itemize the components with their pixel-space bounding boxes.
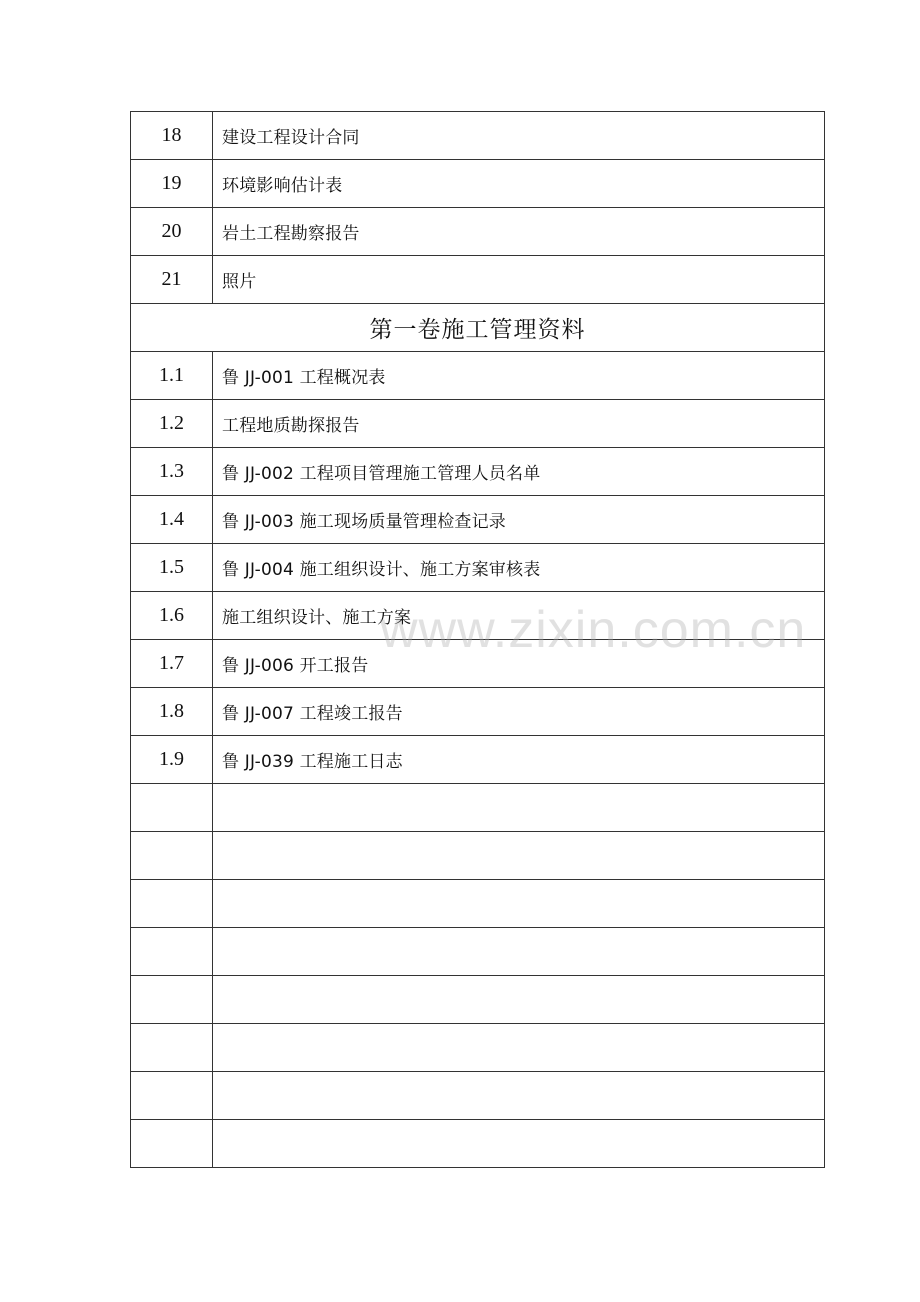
- empty-row: [131, 784, 825, 832]
- row-number: 18: [131, 112, 213, 160]
- file-index-table: [130, 111, 825, 1168]
- empty-cell: [131, 880, 213, 928]
- empty-cell: [131, 784, 213, 832]
- row-number: 1.8: [131, 688, 213, 736]
- table-row: [131, 496, 825, 544]
- table-row: [131, 736, 825, 784]
- table-row: [131, 208, 825, 256]
- row-title: 鲁 JJ-006 开工报告: [213, 640, 825, 688]
- section-header-row: [131, 304, 825, 352]
- empty-row: [131, 1024, 825, 1072]
- table-row: [131, 448, 825, 496]
- empty-cell: [213, 880, 825, 928]
- row-title: 鲁 JJ-002 工程项目管理施工管理人员名单: [213, 448, 825, 496]
- empty-cell: [131, 832, 213, 880]
- row-title: 施工组织设计、施工方案: [213, 592, 825, 640]
- row-number: 20: [131, 208, 213, 256]
- row-number: 21: [131, 256, 213, 304]
- empty-cell: [213, 1024, 825, 1072]
- empty-cell: [213, 928, 825, 976]
- empty-row: [131, 880, 825, 928]
- table-row: [131, 400, 825, 448]
- empty-row: [131, 1072, 825, 1120]
- row-title: 鲁 JJ-001 工程概况表: [213, 352, 825, 400]
- table-row: [131, 256, 825, 304]
- row-title: 鲁 JJ-003 施工现场质量管理检查记录: [213, 496, 825, 544]
- table-row: [131, 592, 825, 640]
- table-row: [131, 688, 825, 736]
- empty-row: [131, 976, 825, 1024]
- row-title: 鲁 JJ-004 施工组织设计、施工方案审核表: [213, 544, 825, 592]
- empty-cell: [213, 1120, 825, 1168]
- row-title: 岩土工程勘察报告: [213, 208, 825, 256]
- table-row: [131, 352, 825, 400]
- empty-cell: [131, 1072, 213, 1120]
- row-title: 环境影响估计表: [213, 160, 825, 208]
- empty-cell: [213, 784, 825, 832]
- watermark-text: www.zixin.com.cn: [380, 601, 807, 659]
- row-title: 工程地质勘探报告: [213, 400, 825, 448]
- empty-row: [131, 1120, 825, 1168]
- row-number: 1.3: [131, 448, 213, 496]
- empty-cell: [131, 928, 213, 976]
- row-title: 照片: [213, 256, 825, 304]
- empty-cell: [213, 976, 825, 1024]
- row-number: 1.7: [131, 640, 213, 688]
- empty-cell: [131, 1024, 213, 1072]
- row-number: 1.2: [131, 400, 213, 448]
- row-number: 1.5: [131, 544, 213, 592]
- empty-cell: [213, 1072, 825, 1120]
- row-title: 鲁 JJ-039 工程施工日志: [213, 736, 825, 784]
- empty-cell: [131, 1120, 213, 1168]
- row-number: 1.9: [131, 736, 213, 784]
- table-row: [131, 112, 825, 160]
- empty-cell: [131, 976, 213, 1024]
- table-row: [131, 544, 825, 592]
- section-title: 第一卷施工管理资料: [131, 304, 825, 352]
- table-row: [131, 160, 825, 208]
- empty-cell: [213, 832, 825, 880]
- row-number: 1.1: [131, 352, 213, 400]
- table-row: [131, 640, 825, 688]
- row-title: 建设工程设计合同: [213, 112, 825, 160]
- empty-row: [131, 928, 825, 976]
- empty-row: [131, 832, 825, 880]
- row-number: 19: [131, 160, 213, 208]
- row-number: 1.4: [131, 496, 213, 544]
- row-title: 鲁 JJ-007 工程竣工报告: [213, 688, 825, 736]
- row-number: 1.6: [131, 592, 213, 640]
